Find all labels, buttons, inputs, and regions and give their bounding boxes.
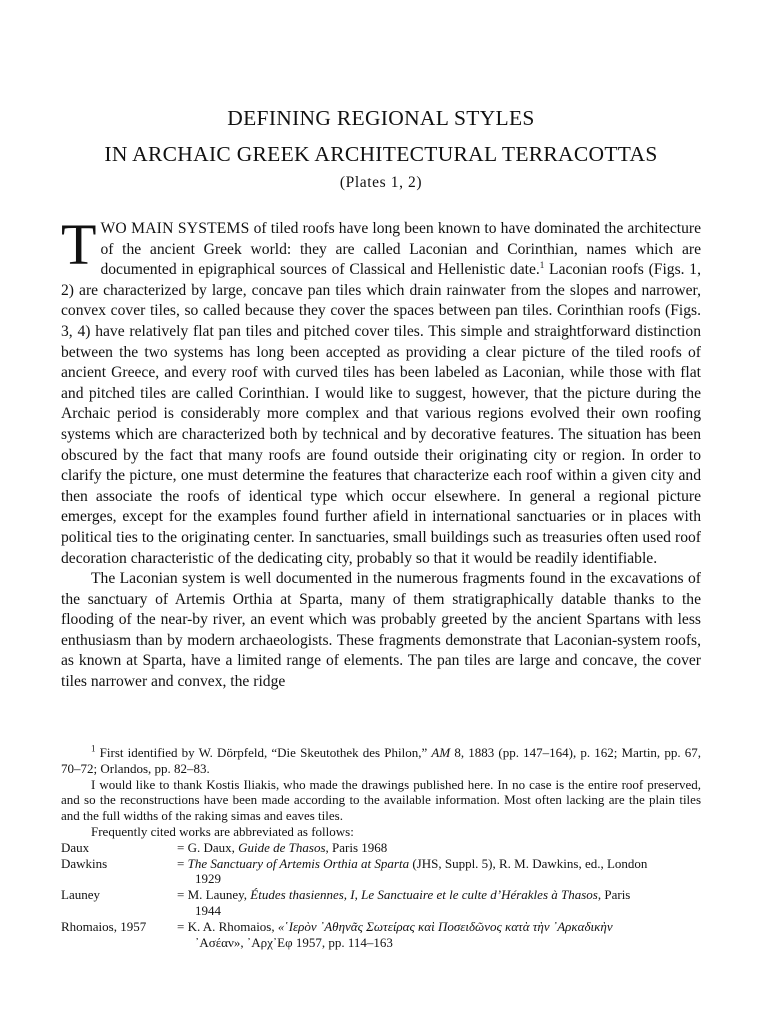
abbreviation-key: Launey: [61, 887, 100, 903]
abbreviation-value: [177, 919, 701, 935]
abbreviation-prefix: =: [177, 855, 188, 871]
abbreviation-continuation: 1944: [195, 902, 221, 918]
abbreviations-intro: Frequently cited works are abbreviated as follows:: [91, 823, 354, 839]
paragraph-2: The Laconian system is well documented in the numerous fragments found in the excavations of the sanctuary of Artemis Orthia at Sparta, many of them stratigraphically datable thanks to the flooding of the near-by river, an event which was probably greeted by the ancient Spartans with less enthusiasm than by modern archaeologists. These fragments demonstrate that Laconian-system roofs, as known at Sparta, have a limited range of elements. The pan tiles are large and concave, the cover tiles narrower and convex, the ridge: [61, 570, 701, 691]
abbreviation-key: Daux: [61, 839, 90, 855]
abbreviation-prefix: = G. Daux,: [177, 839, 239, 855]
abbreviation-prefix: = M. Launey,: [177, 887, 251, 903]
drop-cap: T: [61, 212, 97, 277]
abbreviation-row: [61, 887, 701, 903]
abbreviation-value: [177, 856, 701, 872]
abbreviation-title: Guide de Thasos: [238, 839, 326, 855]
article-title-line-2: IN ARCHAIC GREEK ARCHITECTURAL TERRACOTTAS: [104, 142, 658, 166]
abbreviation-row: [61, 840, 701, 856]
abbreviation-row-continued: [61, 935, 701, 951]
acknowledgement-note: I would like to thank Kostis Iliakis, who made the drawings published here. In no case is the entire roof preserved, and so the reconstructions have been made according to the available information. Most often lacking are the plain tiles and the full widths of the raking simas and eaves tiles.: [61, 776, 701, 824]
abbreviation-title: «῾Ιερὸν ᾿Αθηνᾶς Σωτείρας καὶ Ποσειδῶνος κατὰ τὴν ᾿Αρκαδικὴν: [277, 918, 613, 934]
abbreviation-row: [61, 856, 701, 872]
plates-reference: (Plates 1, 2): [339, 174, 423, 191]
abbreviations-table: [61, 840, 701, 951]
abbreviation-key: Rhomaios, 1957: [61, 918, 147, 934]
abbreviation-row-continued: [61, 871, 701, 887]
abbreviation-prefix: = K. A. Rhomaios,: [177, 918, 278, 934]
paragraph-1: [61, 212, 701, 569]
paragraph-1-text: of tiled roofs have long been known to have dominated the architecture of the ancient Greek world: they are called Laconian and Corinthian, names which are documented in epigraphical sources of Classical and Hellenistic date.: [100, 220, 701, 279]
abbreviation-row-continued: [61, 903, 701, 919]
lead-in-caps: WO MAIN SYSTEMS: [100, 220, 250, 237]
abbreviation-continuation: 1929: [195, 871, 221, 887]
journal-abbrev: AM: [431, 745, 451, 760]
abbreviation-continuation: ᾿Ασέαν», ᾿Αρχ᾿Εφ 1957, pp. 114–163: [195, 934, 393, 950]
abbreviation-key-empty: [61, 935, 177, 951]
abbreviation-key-empty: [61, 903, 177, 919]
article-body: [61, 212, 701, 693]
footnote-1-text: First identified by W. Dörpfeld, “Die Skeutothek des Philon,”: [95, 745, 432, 760]
footnote-1: [61, 745, 701, 777]
footnote-marker-1[interactable]: 1: [539, 260, 545, 270]
abbreviation-title: Études thasiennes, I, Le Sanctuaire et le culte d’Hérakles à Thasos: [250, 887, 598, 903]
abbreviation-title: The Sanctuary of Artemis Orthia at Sparta: [187, 855, 410, 871]
abbreviation-value: [177, 840, 701, 856]
footnotes: [61, 745, 701, 950]
abbreviation-suffix: (JHS, Suppl. 5), R. M. Dawkins, ed., London: [409, 855, 648, 871]
abbreviation-value: [177, 887, 701, 903]
abbreviation-key-empty: [61, 871, 177, 887]
footnote-number: 1: [91, 743, 96, 754]
article-title-line-1: DEFINING REGIONAL STYLES: [227, 106, 535, 130]
abbreviation-suffix: , Paris 1968: [325, 839, 388, 855]
abbreviation-suffix: , Paris: [597, 887, 631, 903]
abbreviation-key: Dawkins: [61, 855, 108, 871]
abbreviation-row: [61, 919, 701, 935]
footnote-1-text-end: 8, 1883 (pp. 147–164), p. 162; Martin, pp. 67, 70–72; Orlandos, pp. 82–83.: [61, 745, 702, 776]
paragraph-1-text-continued: Laconian roofs (Figs. 1, 2) are characterized by large, concave pan tiles which drain rainwater from the slopes and narrower, convex cover tiles, so called because they cover the spaces between pan tiles. Corinthian roofs (Figs. 3, 4) have relatively flat pan tiles and pitched cover tiles. This simple and straightforward distinction between the two systems has long been accepted as providing a clear picture of the tiled roofs of ancient Greece, and every roof with curved tiles has been labeled as Laconian, while those with flat and pitched tiles are called Corinthian. I would like to suggest, however, that the picture during the Archaic period is considerably more complex and that various regions evolved their own roofing systems which are characterized both by technical and by decorative features. The situation has been obscured by the fact that many roofs are found outside their originating city or region. In order to clarify the picture, one must determine the features that characterize each roof within a given city and then associate the roofs of identical type which occur elsewhere. In general a regional picture emerges, except for the examples found further afield in international sanctuaries or in places with political ties to the originating center. In sanctuaries, small buildings such as treasuries often used roof decoration characteristic of the dedicating city, probably so that it would be readily identifiable.: [61, 261, 701, 567]
